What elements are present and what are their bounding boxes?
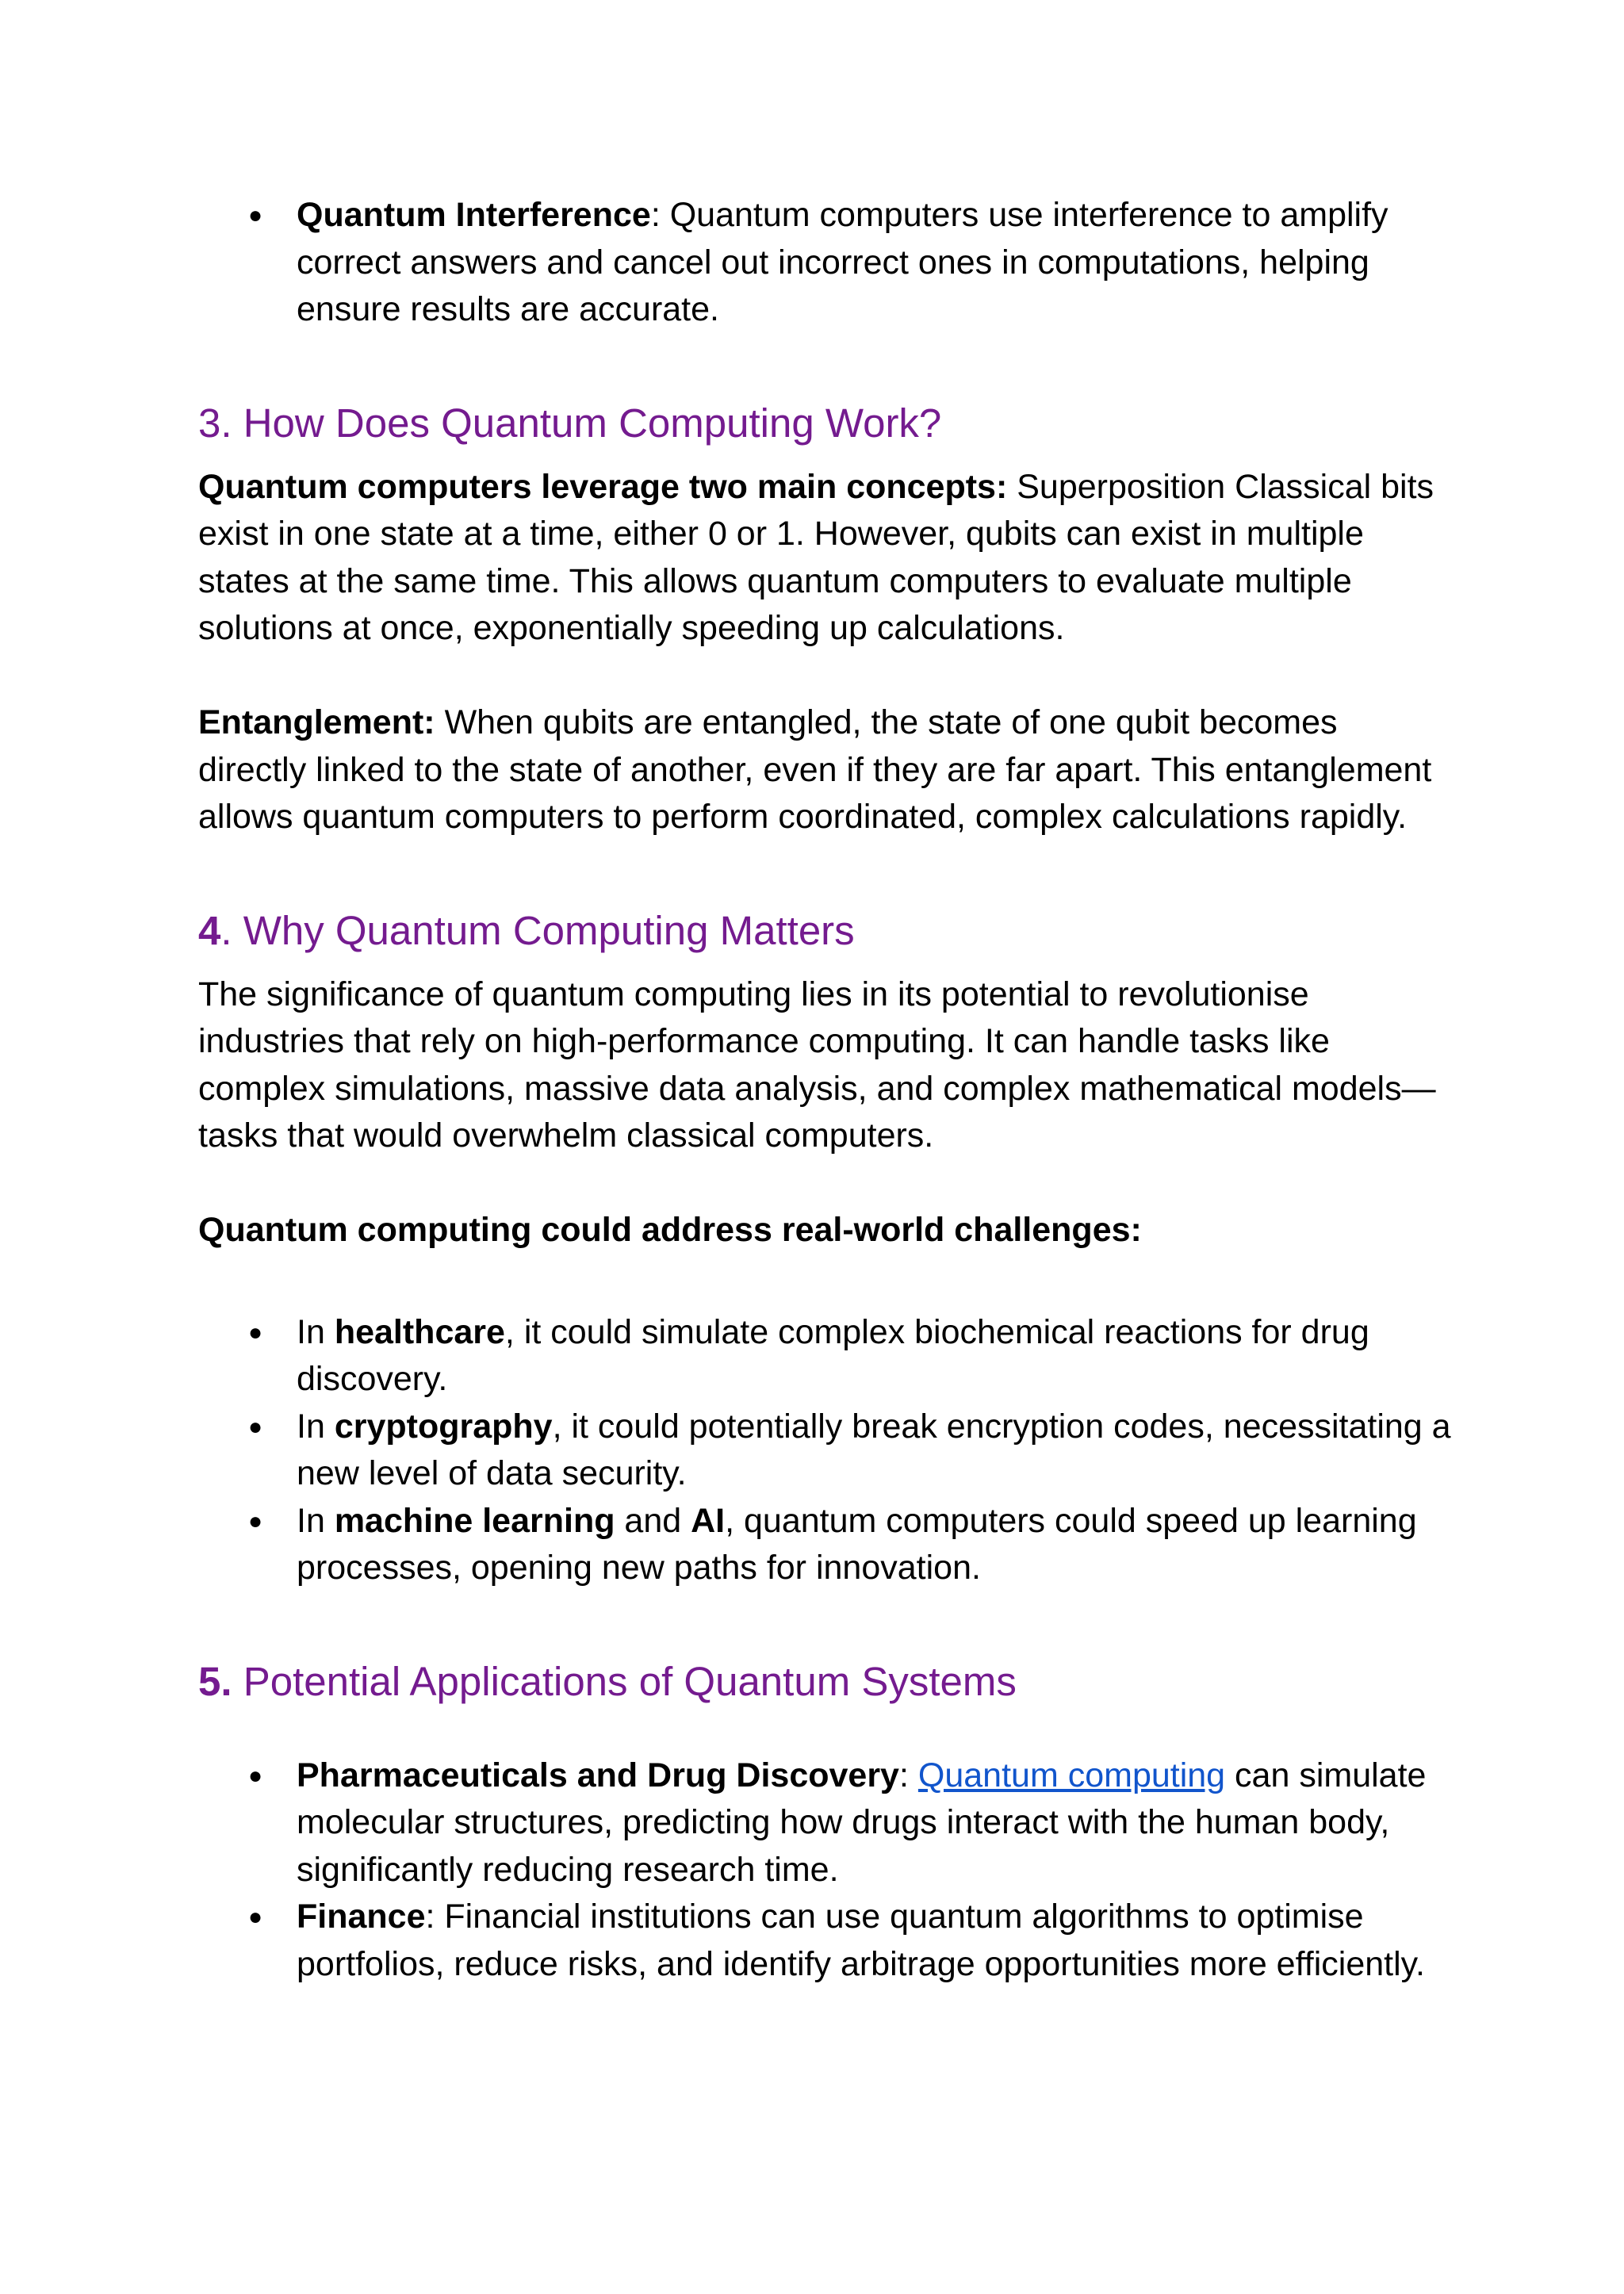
list-item-term-2: AI [691, 1501, 726, 1540]
bullet-icon: ● [248, 1762, 263, 1789]
paragraph-text: Superposition Classical bits exist in one state at a time, either 0 or 1. However, qubits can exist in multiple states at the same time. This allows quantum computers to evaluate multiple solutions at once, exponentially speeding up calculations. [198, 467, 1434, 647]
list-item-text: , quantum computers could speed up learning processes, opening new paths for innovation. [297, 1501, 1417, 1587]
applications-list [198, 1752, 1451, 1989]
heading-number: 4 [198, 907, 221, 953]
interference-list [198, 192, 1451, 334]
list-item-prefix: In [297, 1312, 335, 1351]
heading-text: Potential Applications of Quantum Systems [232, 1658, 1017, 1704]
quantum-computing-link[interactable]: Quantum computing [917, 1756, 1226, 1794]
list-item [248, 1404, 1451, 1498]
list-item [248, 192, 1451, 334]
list-item-term: cryptography [334, 1407, 553, 1446]
challenges-list [198, 1309, 1451, 1592]
section-3-heading: 3. How Does Quantum Computing Work? [198, 400, 942, 446]
list-item-prefix: In [297, 1407, 335, 1446]
list-item [248, 1309, 1451, 1404]
list-item [248, 1894, 1451, 1988]
bullet-icon: ● [248, 202, 263, 228]
heading-text: . Why Quantum Computing Matters [220, 907, 855, 953]
paragraph-text: When qubits are entangled, the state of one qubit becomes directly linked to the state of another, even if they are far apart. This entanglement allows quantum computers to perform coordinated, complex calculations rapidly. [198, 703, 1432, 836]
bullet-icon: ● [248, 1413, 263, 1440]
list-item-text: , it could simulate complex biochemical reactions for drug discovery. [297, 1312, 1369, 1398]
section-4-subheading [198, 1207, 1451, 1254]
bullet-icon: ● [248, 1507, 263, 1534]
list-item-connector: and [615, 1501, 691, 1540]
subheading-text: Quantum computing could address real-world challenges: [198, 1211, 1142, 1249]
list-item-text: : Financial institutions can use quantum algorithms to optimise portfolios, reduce risks, and identify arbitrage opportunities more efficiently. [297, 1898, 1425, 1983]
list-item-text: , it could potentially break encryption codes, necessitating a new level of data security. [297, 1407, 1451, 1492]
bullet-icon: ● [248, 1904, 263, 1930]
list-item-text: can simulate molecular structures, predicting how drugs interact with the human body, significantly reducing research time. [297, 1756, 1427, 1889]
document-content [198, 192, 1451, 1988]
list-item-term: Quantum Interference [297, 196, 651, 234]
list-item [248, 1498, 1451, 1592]
section-5-heading [198, 1657, 1451, 1706]
section-3-paragraph-2 [198, 699, 1451, 841]
list-item [248, 1752, 1451, 1894]
heading-number: 5. [198, 1658, 232, 1704]
paragraph-lead: Quantum computers leverage two main concepts: [198, 467, 1008, 506]
list-item-text: : Quantum computers use interference to amplify correct answers and cancel out incorrect ones in computations, helping ensure results are accurate. [297, 196, 1388, 328]
list-item-term: healthcare [334, 1312, 505, 1351]
list-item-term: machine learning [334, 1501, 615, 1540]
list-item-term: Finance [297, 1898, 426, 1936]
section-3-paragraph-1 [198, 464, 1451, 653]
section-4-paragraph: The significance of quantum computing lies in its potential to revolutionise industries that rely on high-performance computing. It can handle tasks like complex simulations, massive data analysis, and complex mathematical models—tasks that would overwhelm classical computers. [198, 975, 1436, 1155]
list-item-separator: : [898, 1756, 918, 1794]
paragraph-lead: Entanglement: [198, 703, 435, 741]
list-item-prefix: In [297, 1501, 335, 1540]
section-4-heading [198, 906, 1451, 956]
list-item-term: Pharmaceuticals and Drug Discovery [297, 1756, 899, 1794]
bullet-icon: ● [248, 1319, 263, 1346]
